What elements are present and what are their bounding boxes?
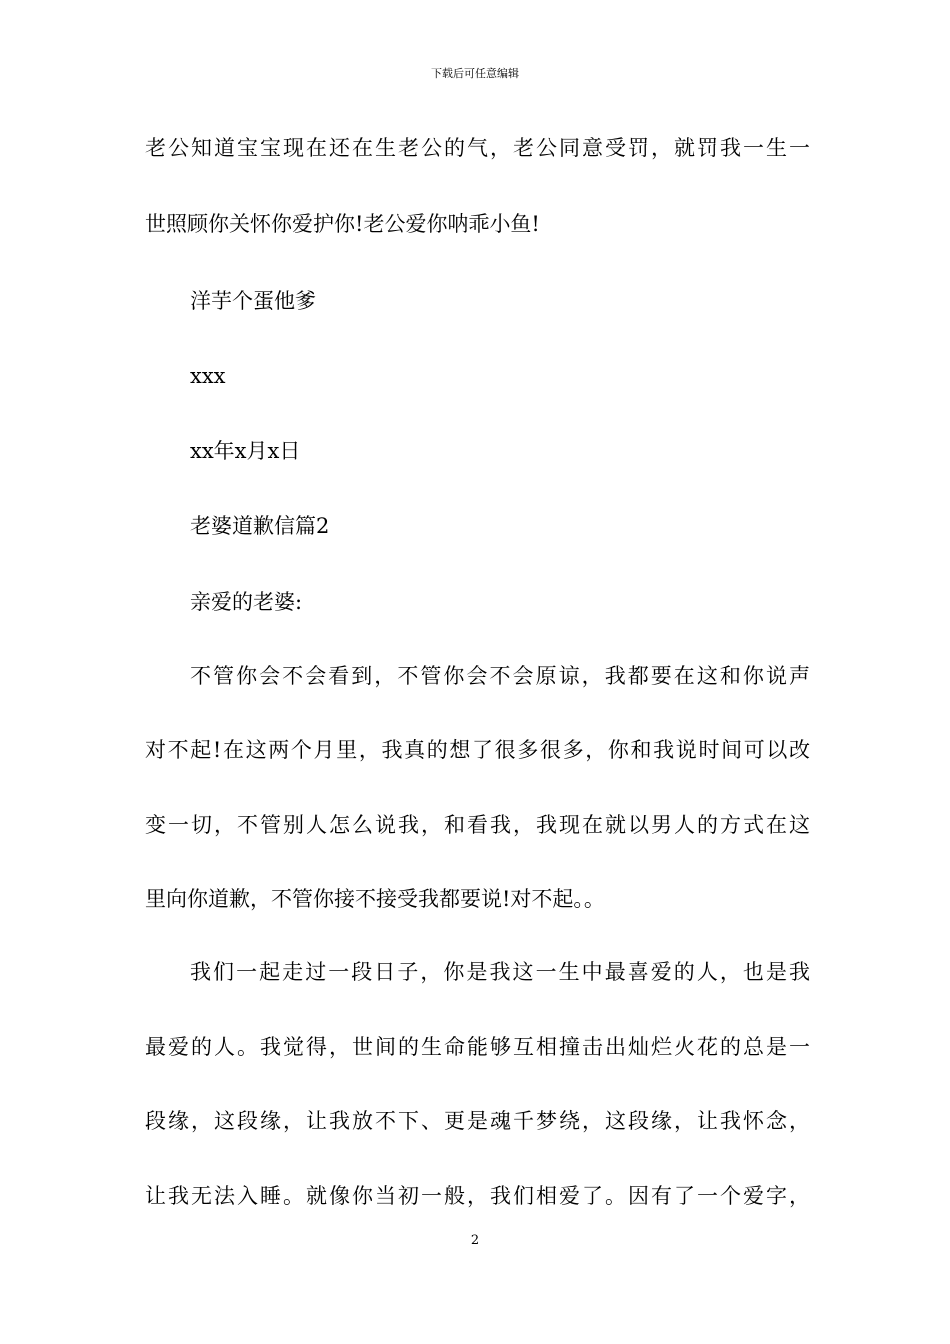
paragraph-1-line-4: 里向你道歉，不管你接不接受我都要说!对不起。。: [145, 887, 605, 911]
paragraph-1-line-1: 不管你会不会看到，不管你会不会原谅，我都要在这和你说声: [190, 664, 810, 688]
header-note: 下载后可任意编辑: [431, 67, 519, 80]
paragraph-2-line-1: 我们一起走过一段日子，你是我这一生中最喜爱的人，也是我: [190, 960, 810, 984]
body-line-2: 世照顾你关怀你爱护你!老公爱你呐乖小鱼!: [145, 212, 540, 236]
paragraph-2-line-3: 段缘，这段缘，让我放不下、更是魂千梦绕，这段缘，让我怀念，: [145, 1109, 810, 1133]
salutation: 亲爱的老婆:: [190, 590, 303, 614]
signature-name: xxx: [190, 364, 226, 388]
paragraph-1-line-3: 变一切，不管别人怎么说我，和看我，我现在就以男人的方式在这: [145, 813, 810, 837]
page-number: 2: [470, 1233, 480, 1248]
section-title: 老婆道歉信篇2: [190, 514, 330, 538]
paragraph-2-line-2: 最爱的人。我觉得，世间的生命能够互相撞击出灿烂火花的总是一: [145, 1035, 810, 1059]
signature-line: 洋芋个蛋他爹: [190, 289, 316, 313]
paragraph-1-line-2: 对不起!在这两个月里，我真的想了很多很多，你和我说时间可以改: [145, 738, 810, 762]
signature-date: xx年x月x日: [190, 439, 301, 463]
paragraph-2-line-4: 让我无法入睡。就像你当初一般，我们相爱了。因有了一个爱字，: [145, 1184, 810, 1208]
body-line-1: 老公知道宝宝现在还在生老公的气，老公同意受罚，就罚我一生一: [145, 136, 810, 160]
